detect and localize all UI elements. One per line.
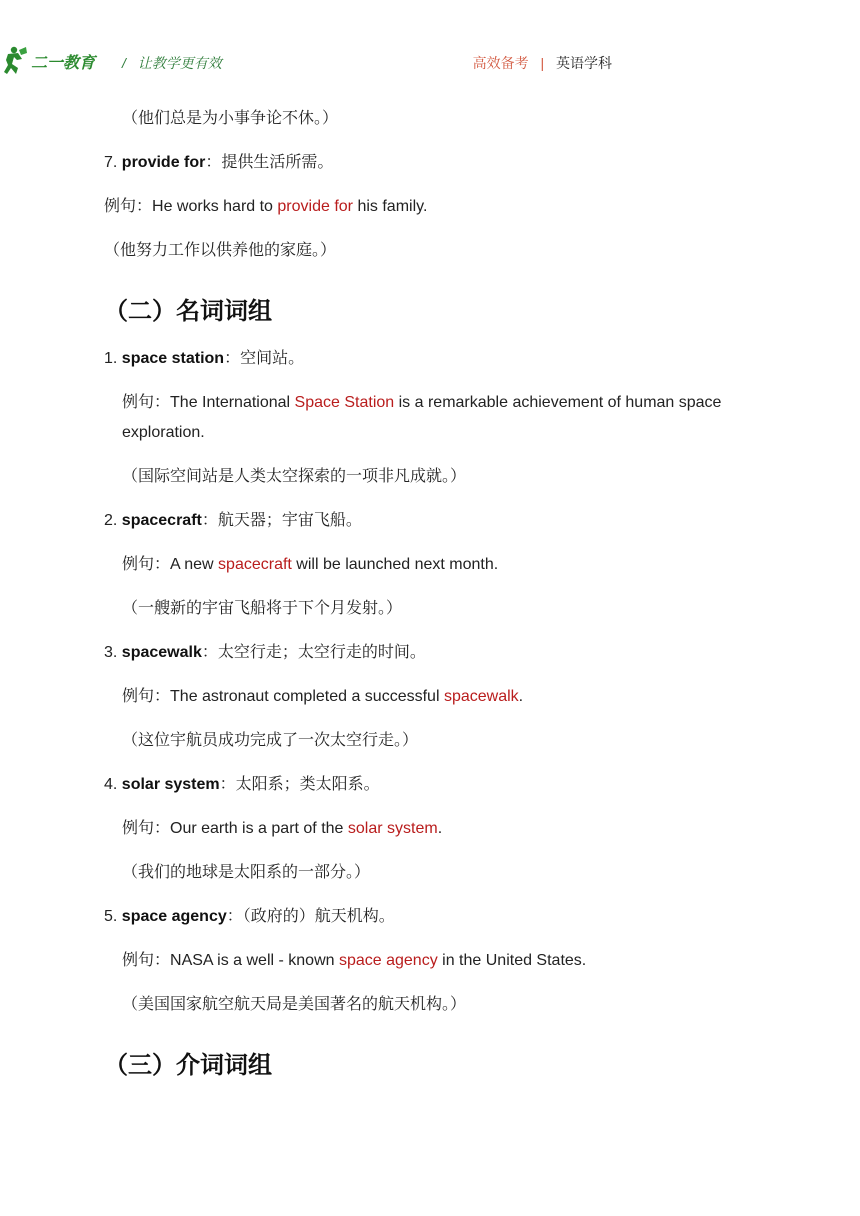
noun-item-3 [104, 638, 744, 668]
example-before: The International [170, 394, 295, 411]
document-content [104, 104, 744, 1098]
example-line [104, 814, 744, 844]
item-number: 4. [104, 776, 118, 793]
example-after: . [518, 688, 524, 705]
example-highlight: solar system [347, 820, 438, 837]
logo-text: 二一教育 [31, 53, 96, 72]
translation-line: （他努力工作以供养他的家庭。） [104, 242, 337, 259]
noun-item-2 [104, 506, 744, 536]
item-number: 1. [104, 350, 118, 367]
example-highlight: provide for [277, 198, 353, 215]
example-after: will be launched next month. [291, 556, 499, 573]
term: space agency [121, 908, 227, 925]
noun-item-4 [104, 770, 744, 800]
example-before: The astronaut completed a successful [170, 688, 444, 705]
example-prefix: 例句： [122, 394, 171, 411]
example-before: NASA is a well - known [170, 952, 339, 969]
meaning: ：提供生活所需。 [205, 154, 334, 171]
item-number: 2. [104, 512, 118, 529]
noun-item-5 [104, 902, 744, 932]
example-line [104, 682, 744, 712]
item-7 [104, 148, 744, 178]
section-title-3: （三）介词词组 [104, 1052, 272, 1079]
section-title-2: （二）名词词组 [104, 298, 272, 325]
example-before: A new [170, 556, 219, 573]
term: provide for [121, 154, 206, 171]
meaning: ：空间站。 [224, 350, 305, 367]
slogan [122, 53, 222, 73]
example-prefix: 例句： [122, 688, 171, 705]
translation-line: （他们总是为小事争论不休。） [122, 110, 339, 127]
translation-line: （一艘新的宇宙飞船将于下个月发射。） [122, 600, 403, 617]
logo [0, 44, 112, 78]
example-line [104, 946, 744, 976]
noun-item-1 [104, 344, 744, 374]
example-line [104, 550, 744, 580]
example-after: in the United States. [437, 952, 587, 969]
example-line [104, 388, 744, 448]
example-prefix: 例句： [122, 556, 171, 573]
example-prefix: 例句： [122, 820, 171, 837]
page-header [0, 0, 860, 92]
slogan-prefix: / [122, 55, 126, 71]
example-prefix: 例句： [104, 198, 153, 215]
header-left-tag: 高效备考 [472, 55, 529, 71]
meaning: ：航天器；宇宙飞船。 [201, 512, 362, 529]
example-line [104, 192, 744, 222]
example-highlight: spacewalk [443, 688, 519, 705]
term: space station [121, 350, 225, 367]
example-prefix: 例句： [122, 952, 171, 969]
item-number: 3. [104, 644, 118, 661]
header-separator: | [540, 55, 545, 71]
example-after: his family. [353, 198, 428, 215]
translation-line: （国际空间站是人类太空探索的一项非凡成就。） [122, 468, 467, 485]
translation-line: （我们的地球是太阳系的一部分。） [122, 864, 371, 881]
example-before: Our earth is a part of the [170, 820, 348, 837]
meaning: ：（政府的）航天机构。 [226, 908, 395, 925]
example-highlight: spacecraft [218, 556, 292, 573]
header-right-tag: 英语学科 [556, 55, 612, 71]
term: solar system [121, 776, 220, 793]
meaning: ：太空行走；太空行走的时间。 [201, 644, 426, 661]
header-tags [473, 53, 612, 73]
example-after: . [437, 820, 443, 837]
example-after: is a remarkable achievement of human space exploration. [122, 394, 722, 441]
slogan-text: 让教学更有效 [137, 55, 222, 71]
translation-line: （这位宇航员成功完成了一次太空行走。） [122, 732, 419, 749]
term: spacewalk [121, 644, 202, 661]
example-highlight: Space Station [294, 394, 395, 411]
item-number: 7. [104, 154, 118, 171]
example-highlight: space agency [338, 952, 438, 969]
term: spacecraft [121, 512, 202, 529]
translation-line: （美国国家航空航天局是美国著名的航天机构。） [122, 996, 467, 1013]
meaning: ：太阳系；类太阳系。 [219, 776, 380, 793]
example-before: He works hard to [152, 198, 278, 215]
item-number: 5. [104, 908, 118, 925]
